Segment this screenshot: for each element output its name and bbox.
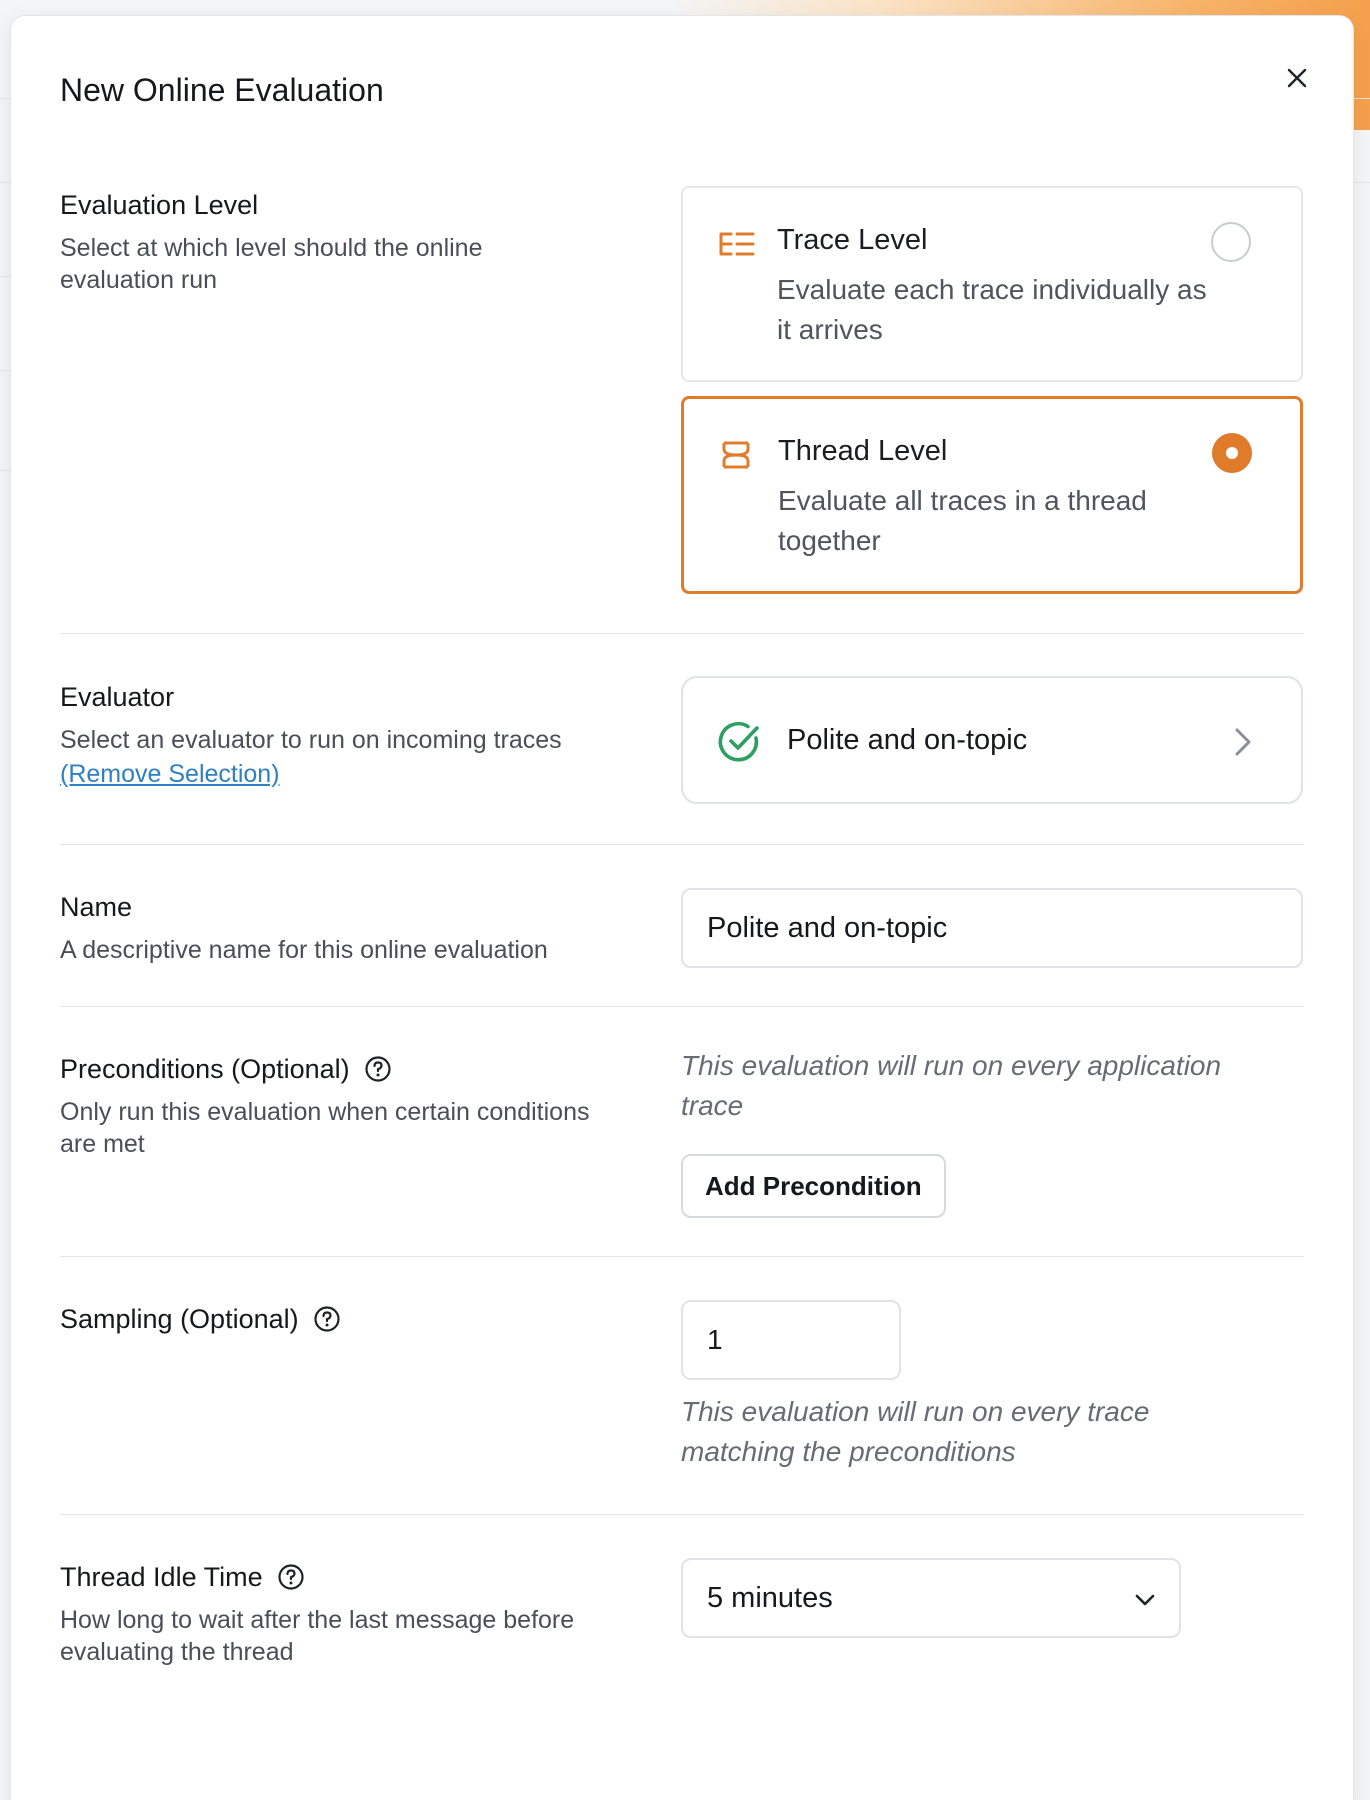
dialog-title: New Online Evaluation [60,72,384,108]
add-precondition-button[interactable]: Add Precondition [681,1154,946,1218]
section-divider [60,633,1304,634]
idle-time-select[interactable] [681,1558,1181,1638]
thread-level-title: Thread Level [778,435,948,467]
check-circle-icon [715,718,763,766]
evaluation-level-description: Select at which level should the online evaluation run [60,234,483,294]
preconditions-label: Preconditions (Optional) [60,1054,350,1084]
idle-time-description: How long to wait after the last message before evaluating the thread [60,1606,575,1666]
section-divider [60,1514,1304,1515]
trace-level-radio[interactable] [1211,222,1251,262]
name-description: A descriptive name for this online evaluation [60,936,548,964]
chevron-down-icon [1131,1586,1159,1614]
evaluator-description: Select an evaluator to run on incoming traces [60,726,562,754]
name-input[interactable] [681,888,1303,968]
remove-selection-link[interactable]: (Remove Selection) [60,760,280,788]
help-icon[interactable] [277,1563,305,1591]
help-icon[interactable] [313,1305,341,1333]
close-button[interactable] [1281,62,1313,94]
thread-level-radio[interactable] [1212,433,1252,473]
idle-time-label: Thread Idle Time [60,1562,263,1592]
thread-level-description: Evaluate all traces in a thread together [778,485,1147,556]
section-divider [60,1006,1304,1007]
new-online-evaluation-dialog [11,16,1353,1800]
idle-time-selected-value: 5 minutes [707,1582,833,1614]
preconditions-description: Only run this evaluation when certain conditions are met [60,1098,590,1158]
thread-level-option[interactable] [681,396,1303,594]
section-divider [60,1256,1304,1257]
help-icon[interactable] [364,1055,392,1083]
trace-level-option[interactable] [681,186,1303,382]
list-tree-icon [717,228,757,260]
selected-evaluator-name: Polite and on-topic [787,724,1028,756]
trace-level-title: Trace Level [777,224,928,256]
preconditions-note: This evaluation will run on every application trace [681,1050,1222,1121]
close-icon [1285,66,1309,90]
thread-icon [716,439,756,471]
chevron-right-icon [1231,724,1255,760]
evaluation-level-label: Evaluation Level [60,190,259,220]
evaluator-selector[interactable] [681,676,1303,804]
sampling-note: This evaluation will run on every trace matching the preconditions [681,1396,1150,1467]
section-divider [60,844,1304,845]
trace-level-description: Evaluate each trace individually as it arrives [777,274,1207,345]
sampling-label: Sampling (Optional) [60,1304,299,1334]
evaluator-label: Evaluator [60,682,175,712]
name-label: Name [60,892,133,922]
sampling-rate-input[interactable] [681,1300,901,1380]
